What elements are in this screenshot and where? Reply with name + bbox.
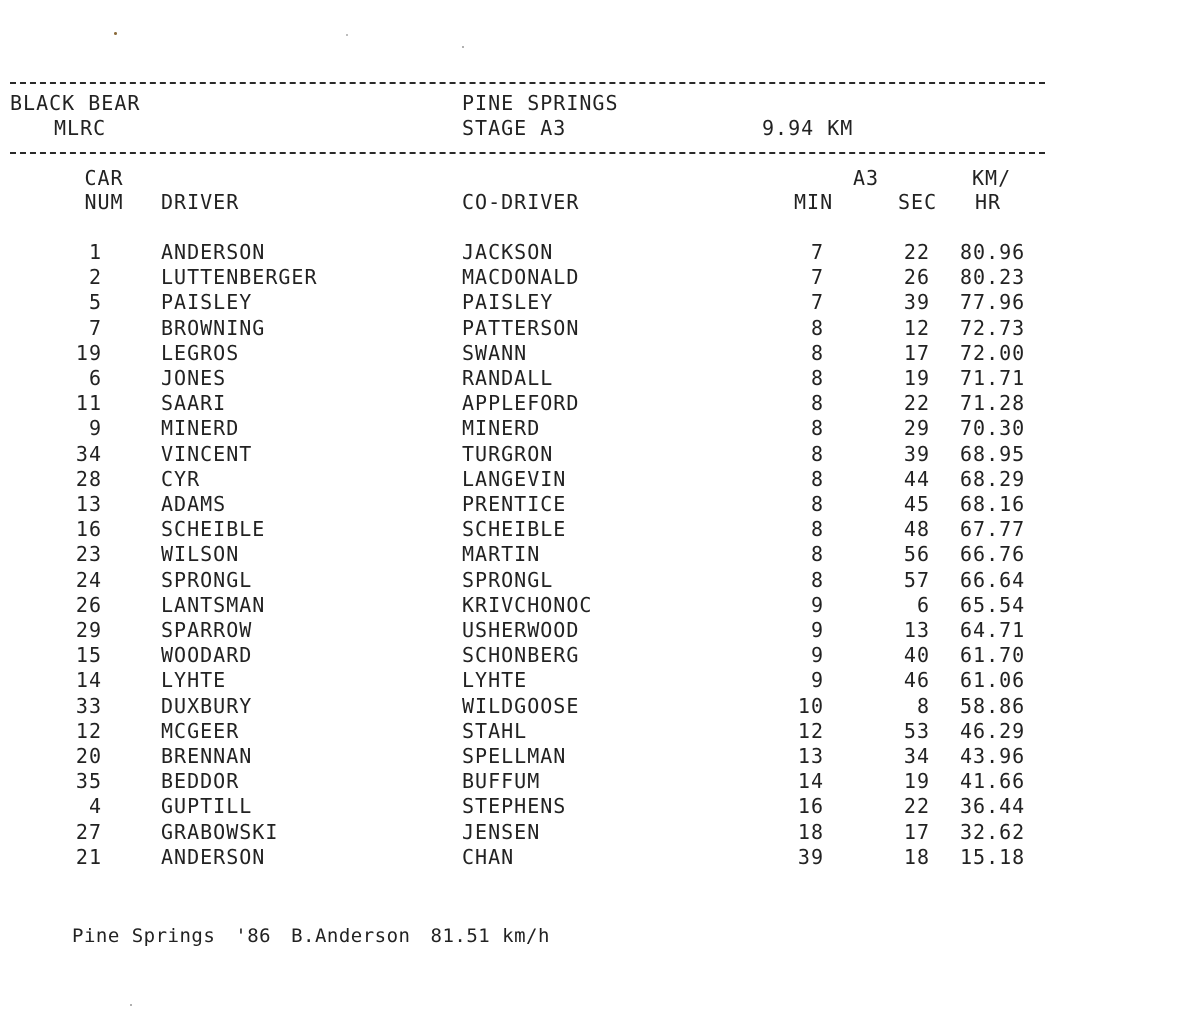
time-sec: 17 (903, 341, 930, 365)
record-place: Pine Springs (72, 925, 216, 947)
time-min: 9 (810, 618, 824, 642)
table-row (0, 719, 1188, 744)
codriver-name: LYHTE (462, 668, 528, 692)
driver-name: SPRONGL (161, 568, 253, 592)
speed-kmh: 72.73 (960, 316, 1026, 340)
speed-kmh: 58.86 (960, 694, 1026, 718)
table-row (0, 769, 1188, 794)
car-number: 16 (75, 517, 102, 541)
driver-name: MINERD (161, 416, 240, 440)
car-number: 19 (75, 341, 102, 365)
speed-kmh: 41.66 (960, 769, 1026, 793)
time-min: 14 (797, 769, 824, 793)
table-row (0, 265, 1188, 290)
col-driver: DRIVER (161, 190, 240, 214)
table-row (0, 618, 1188, 643)
car-number: 21 (75, 845, 102, 869)
time-sec: 53 (903, 719, 930, 743)
time-min: 8 (810, 517, 824, 541)
car-number: 15 (75, 643, 102, 667)
speed-kmh: 65.54 (960, 593, 1026, 617)
time-min: 8 (810, 442, 824, 466)
speed-kmh: 36.44 (960, 794, 1026, 818)
top-divider (10, 82, 1045, 84)
codriver-name: PATTERSON (462, 316, 580, 340)
table-row (0, 820, 1188, 845)
speed-kmh: 71.28 (960, 391, 1026, 415)
org-name: BLACK BEAR (10, 91, 141, 115)
driver-name: SCHEIBLE (161, 517, 266, 541)
codriver-name: SPELLMAN (462, 744, 567, 768)
codriver-name: SCHEIBLE (462, 517, 567, 541)
codriver-name: STAHL (462, 719, 528, 743)
col-speed-bottom: HR (975, 190, 1002, 214)
codriver-name: SPRONGL (462, 568, 554, 592)
codriver-name: KRIVCHONOC (462, 593, 593, 617)
time-min: 8 (810, 366, 824, 390)
driver-name: ANDERSON (161, 240, 266, 264)
time-sec: 8 (916, 694, 930, 718)
col-min: MIN (794, 190, 834, 214)
car-number: 13 (75, 492, 102, 516)
table-row (0, 442, 1188, 467)
car-number: 20 (75, 744, 102, 768)
table-row (0, 391, 1188, 416)
speed-kmh: 70.30 (960, 416, 1026, 440)
codriver-name: JENSEN (462, 820, 541, 844)
speed-kmh: 68.29 (960, 467, 1026, 491)
driver-name: ANDERSON (161, 845, 266, 869)
codriver-name: PAISLEY (462, 290, 554, 314)
car-number: 5 (88, 290, 102, 314)
driver-name: LYHTE (161, 668, 227, 692)
car-number: 23 (75, 542, 102, 566)
speed-kmh: 80.96 (960, 240, 1026, 264)
driver-name: LANTSMAN (161, 593, 266, 617)
speed-kmh: 80.23 (960, 265, 1026, 289)
table-row (0, 794, 1188, 819)
time-sec: 44 (903, 467, 930, 491)
time-min: 9 (810, 643, 824, 667)
car-number: 28 (75, 467, 102, 491)
col-codriver: CO-DRIVER (462, 190, 580, 214)
time-min: 8 (810, 542, 824, 566)
time-sec: 13 (903, 618, 930, 642)
event-name: PINE SPRINGS (462, 91, 619, 115)
speed-kmh: 64.71 (960, 618, 1026, 642)
codriver-name: LANGEVIN (462, 467, 567, 491)
codriver-name: SCHONBERG (462, 643, 580, 667)
driver-name: WILSON (161, 542, 240, 566)
codriver-name: BUFFUM (462, 769, 541, 793)
driver-name: GUPTILL (161, 794, 253, 818)
table-row (0, 668, 1188, 693)
codriver-name: MARTIN (462, 542, 541, 566)
speed-kmh: 32.62 (960, 820, 1026, 844)
car-number: 6 (88, 366, 102, 390)
scan-speck (346, 34, 348, 36)
time-min: 8 (810, 341, 824, 365)
record-year: '86 (235, 925, 272, 947)
codriver-name: APPLEFORD (462, 391, 580, 415)
time-min: 18 (797, 820, 824, 844)
codriver-name: JACKSON (462, 240, 554, 264)
time-min: 16 (797, 794, 824, 818)
time-min: 39 (797, 845, 824, 869)
speed-kmh: 61.06 (960, 668, 1026, 692)
time-min: 10 (797, 694, 824, 718)
speed-kmh: 61.70 (960, 643, 1026, 667)
table-row (0, 467, 1188, 492)
codriver-name: MACDONALD (462, 265, 580, 289)
driver-name: SPARROW (161, 618, 253, 642)
driver-name: LUTTENBERGER (161, 265, 318, 289)
car-number: 2 (88, 265, 102, 289)
scan-speck (130, 1004, 132, 1006)
time-sec: 17 (903, 820, 930, 844)
scan-speck (462, 46, 464, 48)
driver-name: MCGEER (161, 719, 240, 743)
speed-kmh: 46.29 (960, 719, 1026, 743)
table-row (0, 694, 1188, 719)
codriver-name: TURGRON (462, 442, 554, 466)
time-sec: 46 (903, 668, 930, 692)
codriver-name: CHAN (462, 845, 515, 869)
time-sec: 45 (903, 492, 930, 516)
car-number: 4 (88, 794, 102, 818)
car-number: 12 (75, 719, 102, 743)
table-row (0, 517, 1188, 542)
speed-kmh: 43.96 (960, 744, 1026, 768)
header-divider (10, 152, 1045, 154)
col-stage: A3 (853, 166, 880, 190)
time-sec: 34 (903, 744, 930, 768)
org-club: MLRC (54, 116, 107, 140)
car-number: 9 (88, 416, 102, 440)
time-min: 8 (810, 568, 824, 592)
codriver-name: SWANN (462, 341, 528, 365)
scan-speck (114, 32, 117, 35)
car-number: 7 (88, 316, 102, 340)
table-row (0, 643, 1188, 668)
codriver-name: RANDALL (462, 366, 554, 390)
speed-kmh: 66.64 (960, 568, 1026, 592)
table-row (0, 593, 1188, 618)
table-row (0, 416, 1188, 441)
time-min: 8 (810, 492, 824, 516)
time-sec: 48 (903, 517, 930, 541)
speed-kmh: 67.77 (960, 517, 1026, 541)
table-row (0, 341, 1188, 366)
driver-name: SAARI (161, 391, 227, 415)
speed-kmh: 68.95 (960, 442, 1026, 466)
time-min: 9 (810, 593, 824, 617)
car-number: 11 (75, 391, 102, 415)
driver-name: VINCENT (161, 442, 253, 466)
stage-name: STAGE A3 (462, 116, 567, 140)
table-row (0, 744, 1188, 769)
codriver-name: STEPHENS (462, 794, 567, 818)
codriver-name: USHERWOOD (462, 618, 580, 642)
time-sec: 26 (903, 265, 930, 289)
driver-name: LEGROS (161, 341, 240, 365)
driver-name: BRENNAN (161, 744, 253, 768)
time-min: 7 (810, 240, 824, 264)
car-number: 33 (75, 694, 102, 718)
time-sec: 56 (903, 542, 930, 566)
car-number: 24 (75, 568, 102, 592)
time-sec: 40 (903, 643, 930, 667)
time-sec: 18 (903, 845, 930, 869)
speed-kmh: 66.76 (960, 542, 1026, 566)
table-row (0, 290, 1188, 315)
driver-name: BROWNING (161, 316, 266, 340)
driver-name: JONES (161, 366, 227, 390)
time-min: 13 (797, 744, 824, 768)
driver-name: DUXBURY (161, 694, 253, 718)
speed-kmh: 72.00 (960, 341, 1026, 365)
time-min: 8 (810, 416, 824, 440)
car-number: 1 (88, 240, 102, 264)
car-number: 14 (75, 668, 102, 692)
time-min: 8 (810, 391, 824, 415)
table-row (0, 568, 1188, 593)
speed-kmh: 68.16 (960, 492, 1026, 516)
col-speed-top: KM/ (972, 166, 1012, 190)
table-row (0, 316, 1188, 341)
codriver-name: MINERD (462, 416, 541, 440)
record-speed: 81.51 km/h (430, 925, 550, 947)
time-sec: 57 (903, 568, 930, 592)
time-sec: 19 (903, 769, 930, 793)
table-row (0, 542, 1188, 567)
time-sec: 6 (916, 593, 930, 617)
record-driver: B.Anderson (291, 925, 411, 947)
time-min: 8 (810, 316, 824, 340)
col-sec: SEC (898, 190, 938, 214)
time-sec: 22 (903, 240, 930, 264)
time-sec: 19 (903, 366, 930, 390)
car-number: 27 (75, 820, 102, 844)
driver-name: WOODARD (161, 643, 253, 667)
time-min: 7 (810, 265, 824, 289)
time-sec: 22 (903, 794, 930, 818)
table-row (0, 492, 1188, 517)
driver-name: GRABOWSKI (161, 820, 279, 844)
time-sec: 29 (903, 416, 930, 440)
time-sec: 39 (903, 290, 930, 314)
col-car-bottom: NUM (84, 190, 124, 214)
time-sec: 12 (903, 316, 930, 340)
codriver-name: WILDGOOSE (462, 694, 580, 718)
car-number: 29 (75, 618, 102, 642)
col-car-top: CAR (84, 166, 124, 190)
speed-kmh: 77.96 (960, 290, 1026, 314)
table-row (0, 366, 1188, 391)
car-number: 34 (75, 442, 102, 466)
time-min: 8 (810, 467, 824, 491)
time-min: 9 (810, 668, 824, 692)
table-row (0, 845, 1188, 870)
time-min: 7 (810, 290, 824, 314)
time-sec: 39 (903, 442, 930, 466)
codriver-name: PRENTICE (462, 492, 567, 516)
time-min: 12 (797, 719, 824, 743)
stage-distance: 9.94 KM (762, 116, 854, 140)
car-number: 26 (75, 593, 102, 617)
driver-name: CYR (161, 467, 201, 491)
car-number: 35 (75, 769, 102, 793)
driver-name: BEDDOR (161, 769, 240, 793)
speed-kmh: 71.71 (960, 366, 1026, 390)
table-row (0, 240, 1188, 265)
speed-kmh: 15.18 (960, 845, 1026, 869)
time-sec: 22 (903, 391, 930, 415)
record-line (72, 925, 550, 947)
driver-name: PAISLEY (161, 290, 253, 314)
driver-name: ADAMS (161, 492, 227, 516)
